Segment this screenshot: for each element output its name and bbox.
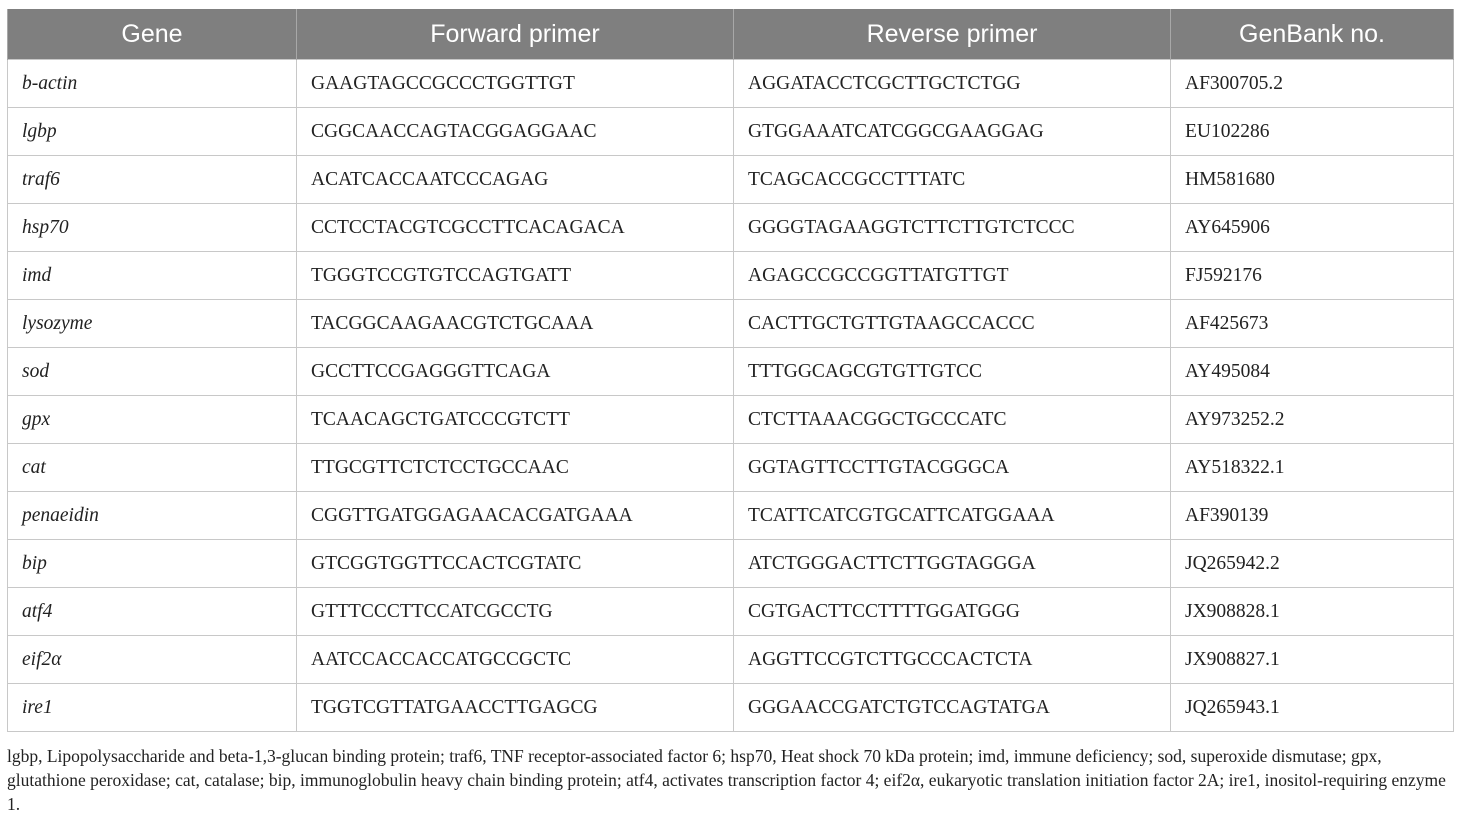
forward-primer-cell: GAAGTAGCCGCCCTGGTTGT bbox=[297, 60, 734, 108]
forward-primer-cell: TGGGTCCGTGTCCAGTGATT bbox=[297, 252, 734, 300]
forward-primer-cell: CCTCCTACGTCGCCTTCACAGACA bbox=[297, 204, 734, 252]
genbank-cell: JQ265943.1 bbox=[1171, 684, 1454, 732]
gene-cell: b-actin bbox=[8, 60, 297, 108]
genbank-cell: FJ592176 bbox=[1171, 252, 1454, 300]
forward-primer-cell: GTTTCCCTTCCATCGCCTG bbox=[297, 588, 734, 636]
primer-table-container bbox=[7, 9, 1453, 732]
gene-cell: sod bbox=[8, 348, 297, 396]
gene-cell: eif2α bbox=[8, 636, 297, 684]
table-row bbox=[8, 684, 1454, 732]
genbank-cell: HM581680 bbox=[1171, 156, 1454, 204]
forward-primer-cell: TACGGCAAGAACGTCTGCAAA bbox=[297, 300, 734, 348]
gene-cell: traf6 bbox=[8, 156, 297, 204]
gene-cell: lgbp bbox=[8, 108, 297, 156]
table-row bbox=[8, 156, 1454, 204]
gene-cell: lysozyme bbox=[8, 300, 297, 348]
reverse-primer-cell: GTGGAAATCATCGGCGAAGGAG bbox=[734, 108, 1171, 156]
forward-primer-cell: GCCTTCCGAGGGTTCAGA bbox=[297, 348, 734, 396]
gene-cell: cat bbox=[8, 444, 297, 492]
header-genbank-no: GenBank no. bbox=[1171, 9, 1454, 60]
gene-cell: penaeidin bbox=[8, 492, 297, 540]
header-reverse-primer: Reverse primer bbox=[734, 9, 1171, 60]
table-row bbox=[8, 588, 1454, 636]
genbank-cell: JX908827.1 bbox=[1171, 636, 1454, 684]
genbank-cell: AF390139 bbox=[1171, 492, 1454, 540]
table-row bbox=[8, 60, 1454, 108]
gene-cell: hsp70 bbox=[8, 204, 297, 252]
genbank-cell: JQ265942.2 bbox=[1171, 540, 1454, 588]
forward-primer-cell: GTCGGTGGTTCCACTCGTATC bbox=[297, 540, 734, 588]
table-row bbox=[8, 108, 1454, 156]
reverse-primer-cell: CGTGACTTCCTTTTGGATGGG bbox=[734, 588, 1171, 636]
genbank-cell: JX908828.1 bbox=[1171, 588, 1454, 636]
table-row bbox=[8, 540, 1454, 588]
table-row bbox=[8, 252, 1454, 300]
reverse-primer-cell: AGGTTCCGTCTTGCCCACTCTA bbox=[734, 636, 1171, 684]
table-row bbox=[8, 204, 1454, 252]
table-header bbox=[8, 9, 1454, 60]
genbank-cell: AY495084 bbox=[1171, 348, 1454, 396]
reverse-primer-cell: GGTAGTTCCTTGTACGGGCA bbox=[734, 444, 1171, 492]
reverse-primer-cell: CACTTGCTGTTGTAAGCCACCC bbox=[734, 300, 1171, 348]
gene-cell: ire1 bbox=[8, 684, 297, 732]
table-row bbox=[8, 492, 1454, 540]
forward-primer-cell: ACATCACCAATCCCAGAG bbox=[297, 156, 734, 204]
forward-primer-cell: TCAACAGCTGATCCCGTCTT bbox=[297, 396, 734, 444]
genbank-cell: AY518322.1 bbox=[1171, 444, 1454, 492]
table-footnote: lgbp, Lipopolysaccharide and beta-1,3-glucan binding protein; traf6, TNF receptor-associated factor 6; hsp70, Heat shock 70 kDa protein; imd, immune deficiency; sod, superoxide dismutase; gpx, glutathione peroxidase; cat, catalase; bip, immunoglobulin heavy chain binding protein; atf4, activates transcription factor 4; eif2α, eukaryotic translation initiation factor 2A; ire1, inositol-requiring enzyme 1. bbox=[7, 746, 1446, 814]
reverse-primer-cell: GGGAACCGATCTGTCCAGTATGA bbox=[734, 684, 1171, 732]
genbank-cell: AY645906 bbox=[1171, 204, 1454, 252]
genbank-cell: AF300705.2 bbox=[1171, 60, 1454, 108]
table-row bbox=[8, 444, 1454, 492]
gene-cell: imd bbox=[8, 252, 297, 300]
table-row bbox=[8, 348, 1454, 396]
gene-cell: atf4 bbox=[8, 588, 297, 636]
reverse-primer-cell: GGGGTAGAAGGTCTTCTTGTCTCCC bbox=[734, 204, 1171, 252]
reverse-primer-cell: TCAGCACCGCCTTTATC bbox=[734, 156, 1171, 204]
table-body bbox=[8, 60, 1454, 732]
table-row bbox=[8, 300, 1454, 348]
reverse-primer-cell: CTCTTAAACGGCTGCCCATC bbox=[734, 396, 1171, 444]
header-forward-primer: Forward primer bbox=[297, 9, 734, 60]
reverse-primer-cell: TTTGGCAGCGTGTTGTCC bbox=[734, 348, 1171, 396]
genbank-cell: AY973252.2 bbox=[1171, 396, 1454, 444]
header-row bbox=[8, 9, 1454, 60]
forward-primer-cell: CGGTTGATGGAGAACACGATGAAA bbox=[297, 492, 734, 540]
forward-primer-cell: AATCCACCACCATGCCGCTC bbox=[297, 636, 734, 684]
header-gene: Gene bbox=[8, 9, 297, 60]
forward-primer-cell: CGGCAACCAGTACGGAGGAAC bbox=[297, 108, 734, 156]
reverse-primer-cell: ATCTGGGACTTCTTGGTAGGGA bbox=[734, 540, 1171, 588]
gene-cell: gpx bbox=[8, 396, 297, 444]
reverse-primer-cell: TCATTCATCGTGCATTCATGGAAA bbox=[734, 492, 1171, 540]
primer-table bbox=[7, 9, 1454, 732]
genbank-cell: EU102286 bbox=[1171, 108, 1454, 156]
forward-primer-cell: TTGCGTTCTCTCCTGCCAAC bbox=[297, 444, 734, 492]
reverse-primer-cell: AGGATACCTCGCTTGCTCTGG bbox=[734, 60, 1171, 108]
genbank-cell: AF425673 bbox=[1171, 300, 1454, 348]
forward-primer-cell: TGGTCGTTATGAACCTTGAGCG bbox=[297, 684, 734, 732]
gene-cell: bip bbox=[8, 540, 297, 588]
table-row bbox=[8, 396, 1454, 444]
table-row bbox=[8, 636, 1454, 684]
reverse-primer-cell: AGAGCCGCCGGTTATGTTGT bbox=[734, 252, 1171, 300]
